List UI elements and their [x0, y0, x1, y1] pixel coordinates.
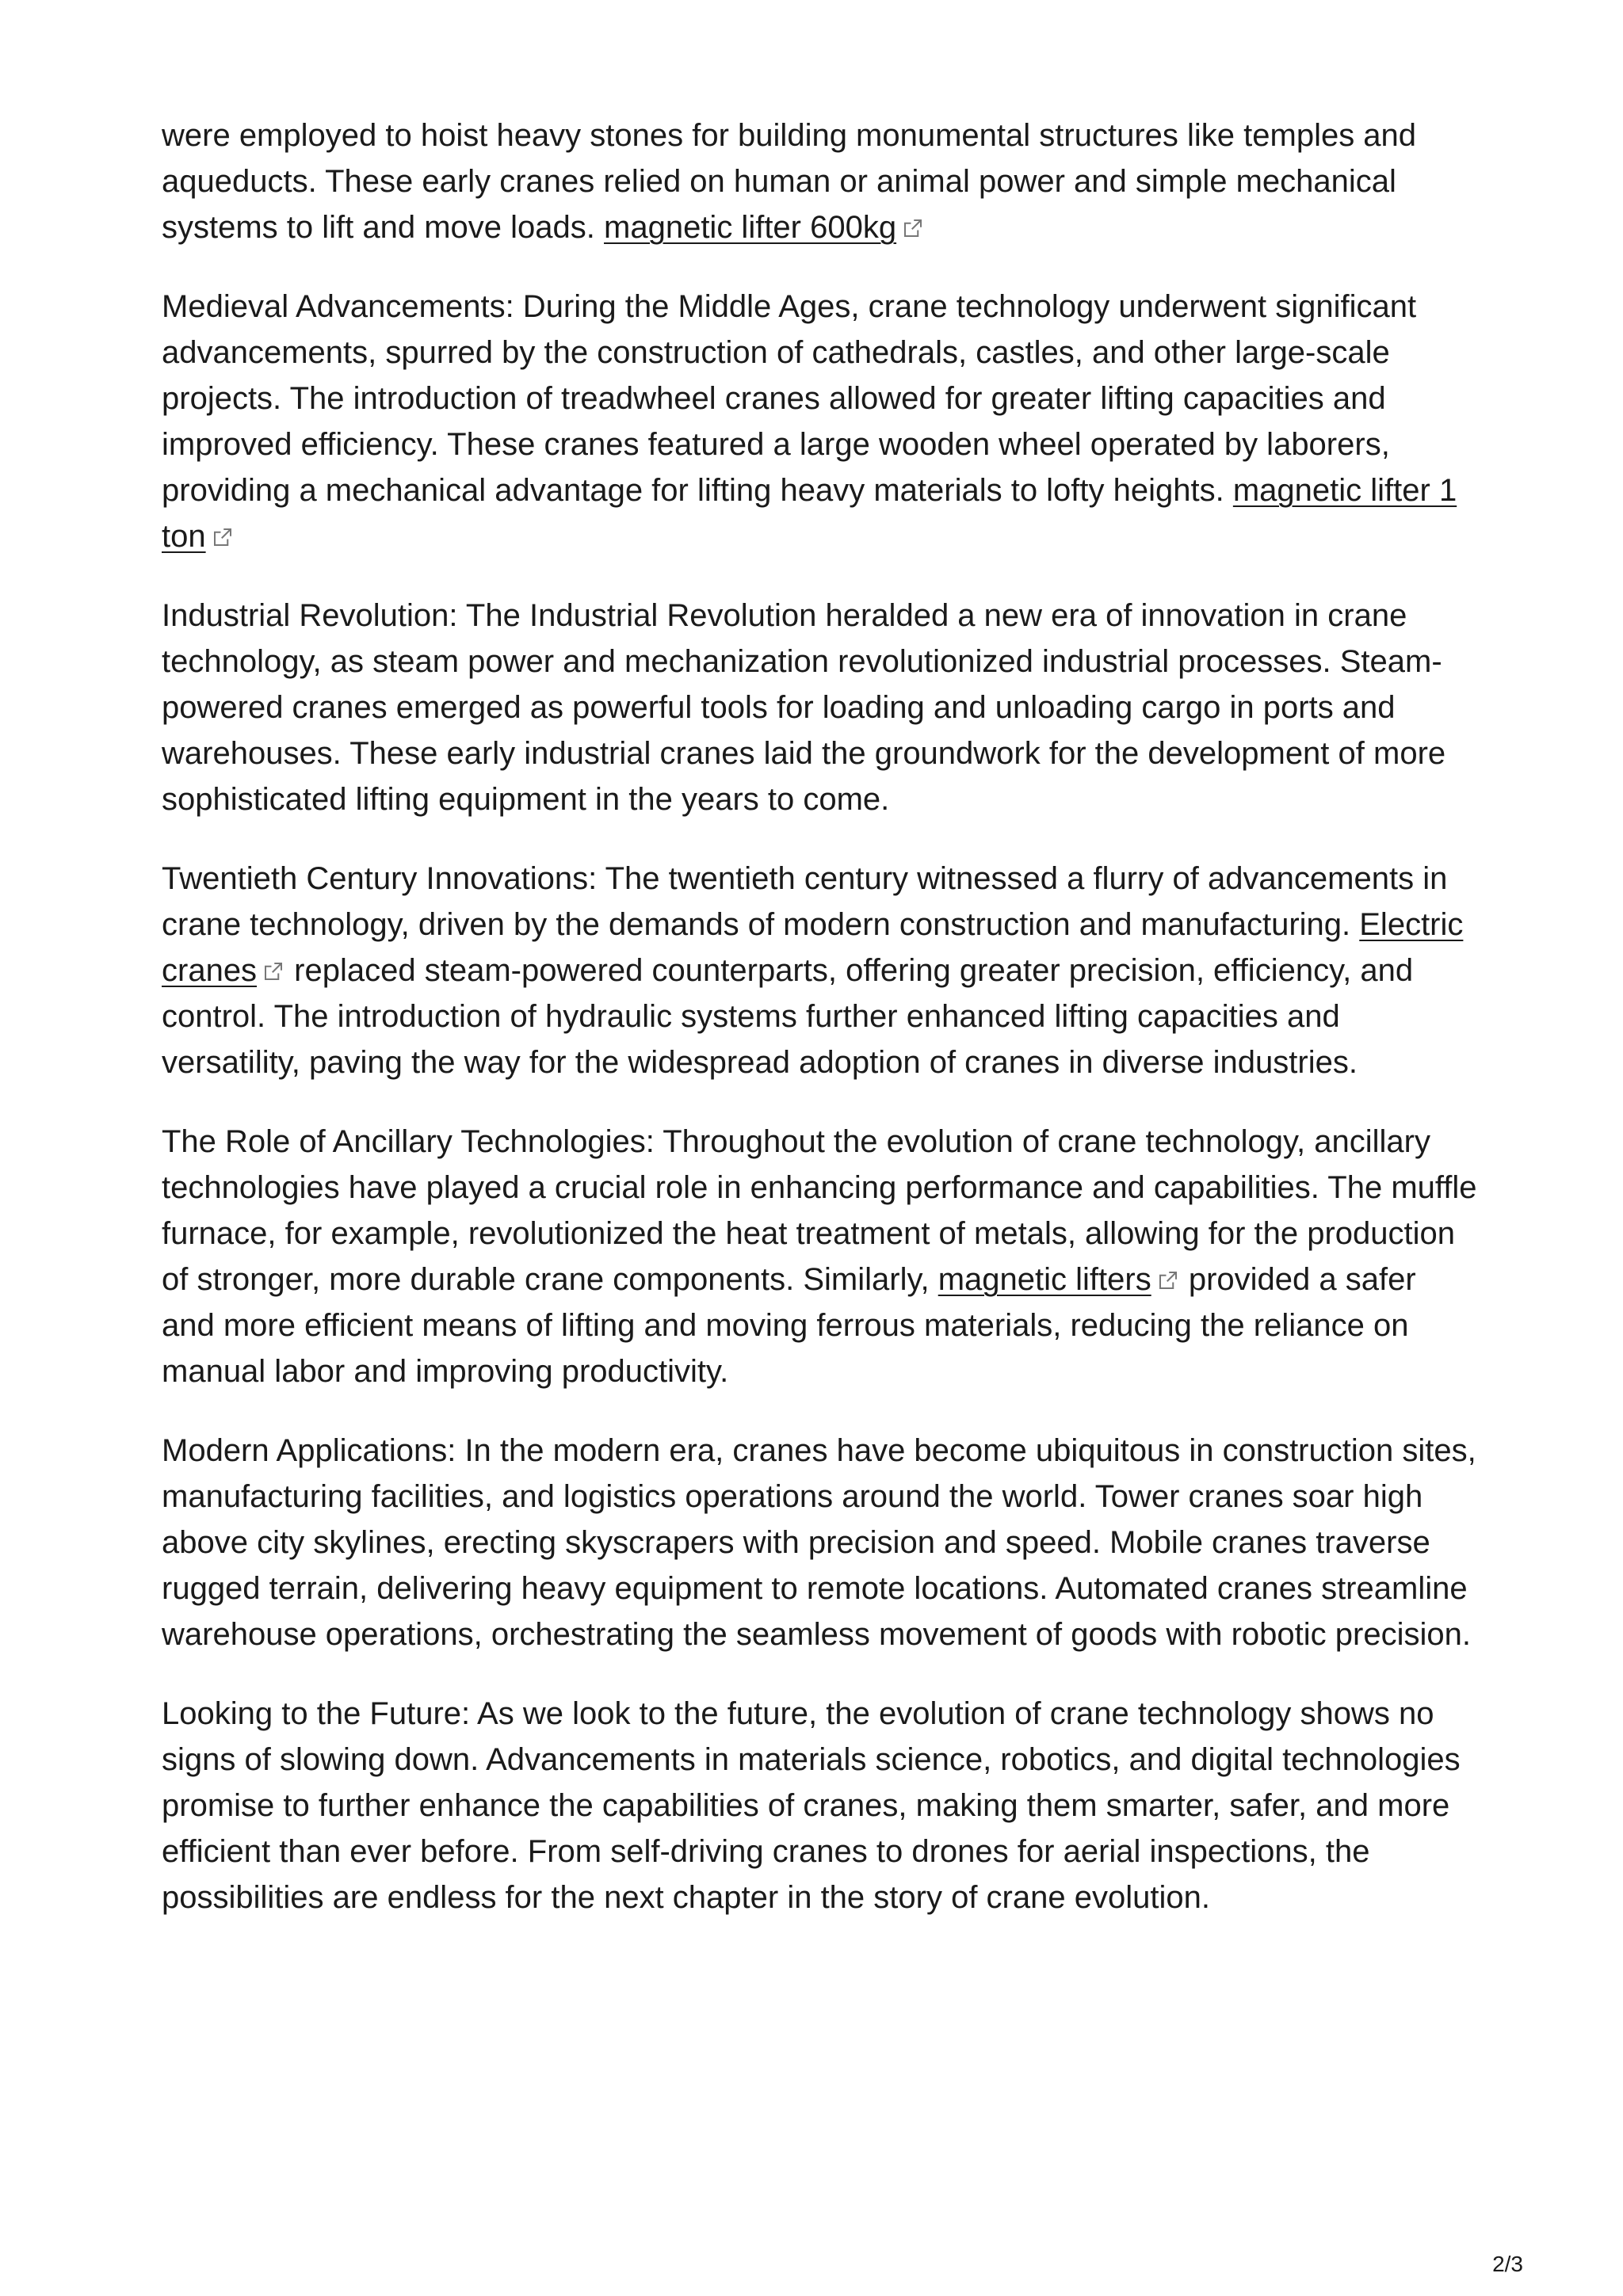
paragraph-text-after: replaced steam-powered counterparts, offering greater precision, efficiency, and control. The introduction of hydraulic systems further enhanced lifting capacities and versatility, paving the way for the widespread adoption of cranes in diverse industries. — [162, 953, 1414, 1080]
link-magnetic-lifter-600kg[interactable]: magnetic lifter 600kg — [604, 210, 897, 245]
paragraph-twentieth-century — [162, 856, 1477, 1085]
link-magnetic-lifters[interactable]: magnetic lifters — [938, 1262, 1151, 1297]
external-link-icon — [1156, 1268, 1180, 1292]
external-link-icon — [901, 216, 925, 240]
paragraph-looking-to-future — [162, 1691, 1477, 1920]
link-electric-cranes[interactable]: Electric cranes — [162, 907, 1464, 988]
paragraph-industrial-revolution — [162, 593, 1477, 822]
paragraph-text: Industrial Revolution: The Industrial Revolution heralded a new era of innovation in crane technology, as steam power and mechanization revolutionized industrial processes. Steam-powered cranes emerged as powerful tools for loading and unloading cargo in ports and warehouses. These early industrial cranes laid the groundwork for the development of more sophisticated lifting equipment in the years to come. — [162, 598, 1446, 817]
paragraph-text: Looking to the Future: As we look to the future, the evolution of crane technology shows no signs of slowing down. Advancements in materials science, robotics, and digital technologies promise to further enhance the capabilities of cranes, making them smarter, safer, and more efficient than ever before. From self-driving cranes to drones for aerial inspections, the possibilities are endless for the next chapter in the story of crane evolution. — [162, 1696, 1461, 1915]
paragraph-text-before: Twentieth Century Innovations: The twentieth century witnessed a flurry of advancements in crane technology, driven by the demands of modern construction and manufacturing. — [162, 861, 1448, 942]
paragraph-text: Modern Applications: In the modern era, cranes have become ubiquitous in construction sites, manufacturing facilities, and logistics operations around the world. Tower cranes soar high above city skylines, erecting skyscrapers with precision and speed. Mobile cranes traverse rugged terrain, delivering heavy equipment to remote locations. Automated cranes streamline warehouse operations, orchestrating the seamless movement of goods with robotic precision. — [162, 1433, 1476, 1652]
external-link-icon — [262, 959, 285, 983]
paragraph-text-before: The Role of Ancillary Technologies: Throughout the evolution of crane technology, ancillary technologies have played a crucial role in enhancing performance and capabilities. The muffle furnace, for example, revolutionized the heat treatment of metals, allowing for the production of stronger, more durable crane components. Similarly, — [162, 1124, 1477, 1297]
external-link-icon — [211, 525, 235, 549]
paragraph-ancillary-technologies — [162, 1119, 1477, 1394]
paragraph-modern-applications — [162, 1428, 1477, 1657]
paragraph-text-after: provided a safer and more efficient means of lifting and moving ferrous materials, reducing the reliance on manual labor and improving productivity. — [162, 1262, 1416, 1389]
paragraph-early-cranes — [162, 113, 1477, 250]
link-magnetic-lifter-1-ton[interactable]: magnetic lifter 1 ton — [162, 473, 1457, 554]
paragraph-medieval-advancements — [162, 284, 1477, 559]
document-page — [162, 113, 1477, 1954]
paragraph-text: were employed to hoist heavy stones for building monumental structures like temples and aqueducts. These early cranes relied on human or animal power and simple mechanical systems to lift and move loads. — [162, 118, 1417, 245]
paragraph-text: Medieval Advancements: During the Middle Ages, crane technology underwent significant advancements, spurred by the construction of cathedrals, castles, and other large-scale projects. The introduction of treadwheel cranes allowed for greater lifting capacities and improved efficiency. These cranes featured a large wooden wheel operated by laborers, providing a mechanical advantage for lifting heavy materials to lofty heights. — [162, 289, 1417, 508]
page-number: 2/3 — [1492, 2252, 1523, 2276]
